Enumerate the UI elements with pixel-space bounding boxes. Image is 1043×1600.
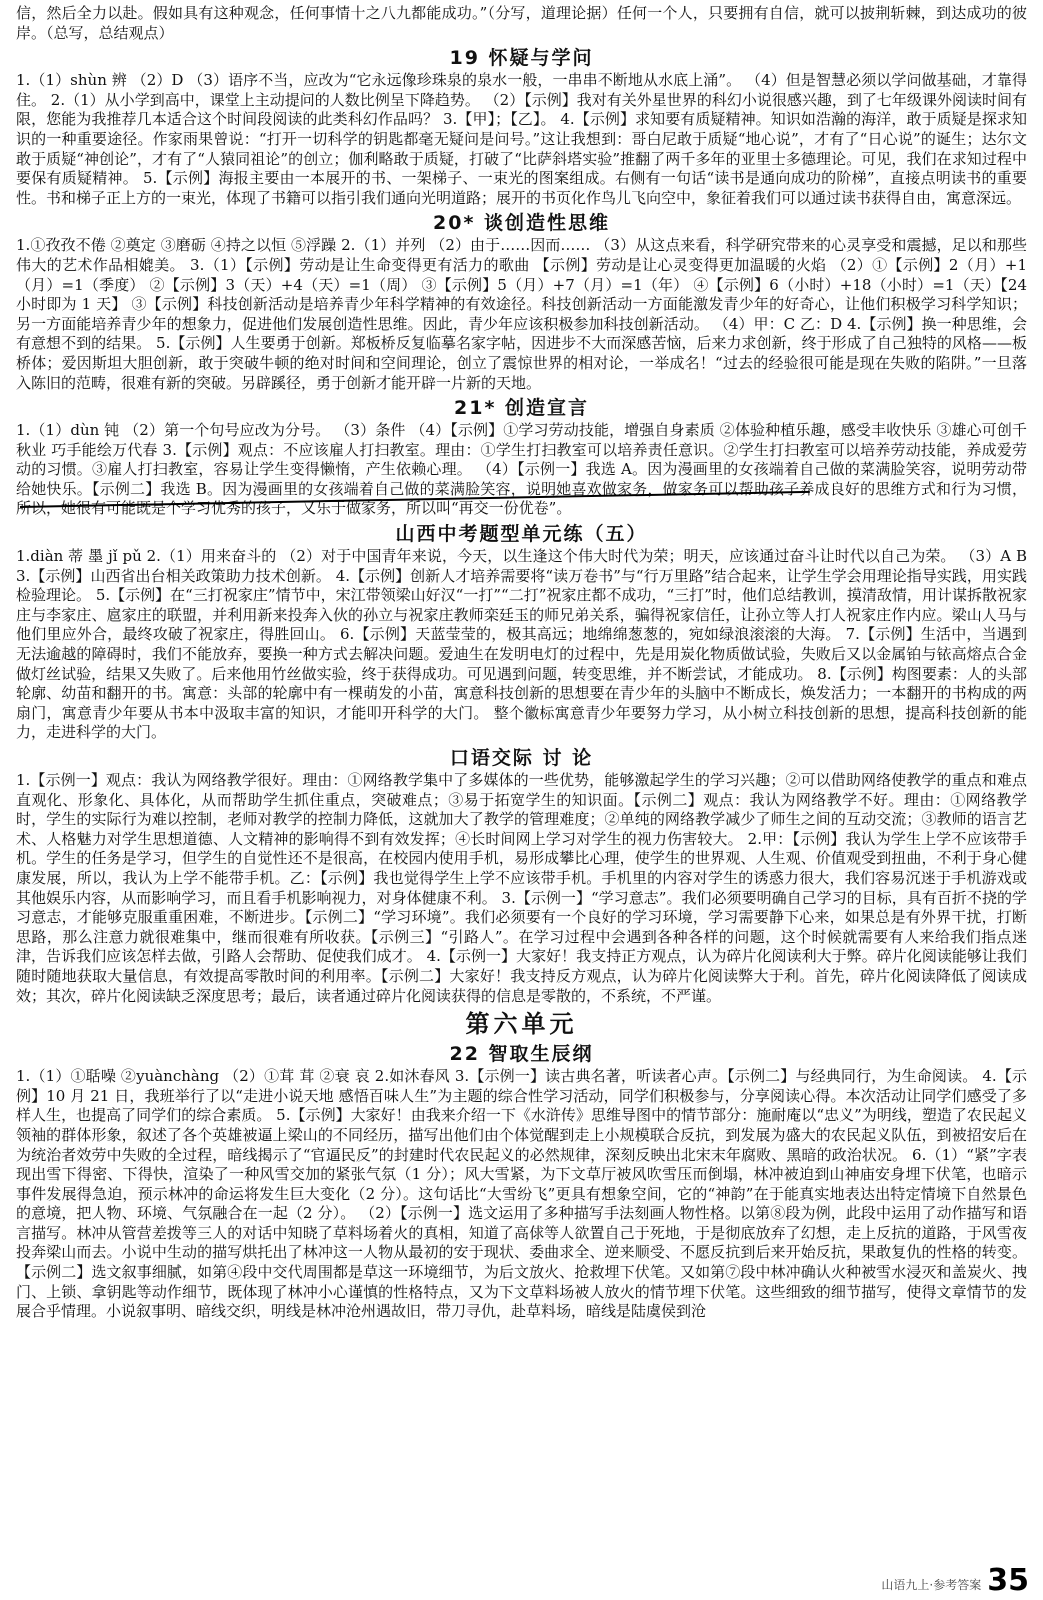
page-footer bbox=[881, 1563, 1029, 1598]
unit-heading: 第六单元 bbox=[465, 1010, 578, 1039]
footer-label: 山语九上·参考答案 bbox=[881, 1578, 982, 1592]
answer-paragraph: 1.（1）dùn 钝 （2）第一个句号应改为分号。 （3）条件 （4）【示例】①学习劳动技能，增强自身素质 ②体验种植乐趣，感受丰收快乐 ③雄心可创千秋业 巧手能绘万代春 3.【示例】观点：不应该雇人打扫教室。理由：①学生打扫教室可以培养责任意识。②学生打扫教室可以培养劳动技能，养成爱劳动的习惯。③雇人打扫教室，容易让学生变得懒惰，产生依赖心理。 （4）【示例一】我选 A。因为漫画里的女孩端着自己做的菜满脸笑容，说明劳动带给她快乐。【示例二】我选 B。因为漫画里的女孩端着自己做的菜满脸笑容，说明她喜欢做家务，做家务可以帮助孩子养成良好的思维方式和行为习惯，所以，她很有可能既是个学习优秀的孩子，又乐于做家务，所以叫“再交一份优卷”。 bbox=[16, 421, 1027, 518]
section-heading: 20* 谈创造性思维 bbox=[433, 212, 610, 235]
answer-paragraph: 1.【示例一】观点：我认为网络教学很好。理由：①网络教学集中了多媒体的一些优势，能够激起学生的学习兴趣；②可以借助网络使教学的重点和难点直观化、形象化、具体化，从而帮助学生抓住重点，突破难点；③易于拓宽学生的知识面。【示例二】观点：我认为网络教学不好。理由：①网络教学时，学生的实际行为难以控制，老师对教学的控制力降低，这就加大了教学的管理难度；②单纯的网络教学减少了师生之间的互动交流；③教师的语言艺术、人格魅力对学生思想道德、人文精神的影响得不到有效发挥；④长时间网上学习对学生的视力伤害较大。 2.甲：【示例】我认为学生上学不应该带手机。学生的任务是学习，但学生的自觉性还不是很高，在校园内使用手机，易形成攀比心理，使学生的世界观、人生观、价值观受到扭曲，不利于身心健康发展，所以，我认为上学不能带手机。乙：【示例】我也觉得学生上学不应该带手机。手机里的内容对学生的诱惑力很大，我们容易沉迷于手机游戏或其他娱乐内容，从而影响学习，而且看手机影响视力，对身体健康不利。 3.【示例一】“学习意志”。我们必须要明确自己学习的目标，具有百折不挠的学习意志，才能够克服重重困难，不断进步。【示例二】“学习环境”。我们必须要有一个良好的学习环境，学习需要静下心来，如果总是有外界干扰，打断思路，那么注意力就很难集中，继而很难有所收获。【示例三】“引路人”。在学习过程中会遇到各种各样的问题，这个时候就需要有人来给我们指点迷津，告诉我们应该怎样去做，引路人会帮助、促使我们成才。 4.【示例一】大家好！我支持正方观点，认为碎片化阅读利大于弊。碎片化阅读能够让我们随时随地获取大量信息，有效提高零散时间的利用率。【示例二】大家好！我支持反方观点，认为碎片化阅读弊大于利。首先，碎片化阅读降低了阅读成效；其次，碎片化阅读缺乏深度思考；最后，读者通过碎片化阅读获得的信息是零散的，不系统，不严谨。 bbox=[16, 771, 1027, 1005]
answer-paragraph: 1.①孜孜不倦 ②奠定 ③磨砺 ④持之以恒 ⑤浮躁 2.（1）并列 （2）由于……因而…… （3）从这点来看，科学研究带来的心灵享受和震撼，足以和那些伟大的艺术作品相媲美。 3.（1）【示例】劳动是让生命变得更有活力的歌曲 【示例】劳动是让心灵变得更加温暖的火焰 （2）①【示例】2（月）+1（月）=1（季度） ②【示例】3（天）+4（天）=1（周） ③【示例】5（月）+7（月）=1（年） ④【示例】6（小时）+18（小时）=1（天）【24 小时即为 1 天】 ③【示例】科技创新活动是培养青少年科学精神的有效途径。科技创新活动一方面能激发青少年的好奇心，让他们积极学习科学知识；另一方面能培养青少年的想象力，促进他们发展创造性思维。因此，青少年应该积极参加科技创新活动。 （4）甲：C 乙：D 4.【示例】换一种思维，会有意想不到的结果。 5.【示例】人生要勇于创新。郑板桥反复临摹名家字帖，因进步不大而深感苦恼，后来力求创新，终于形成了自己独特的风格——板桥体；爱因斯坦大胆创新，敢于突破牛顿的绝对时间和空间理论，创立了震惊世界的相对论，一举成名！“过去的经验很可能是现在失败的陷阱。”一旦落入陈旧的范畴，很难有新的突破。另辟蹊径，勇于创新才能开辟一片新的天地。 bbox=[16, 236, 1027, 392]
section-heading: 22 智取生辰纲 bbox=[449, 1043, 594, 1066]
section-heading: 口语交际 讨 论 bbox=[449, 747, 594, 769]
answer-paragraph: 信，然后全力以赴。假如具有这种观念，任何事情十之八九都能成功。”（分写，道理论据）任何一个人，只要拥有自信，就可以披荆斩棘，到达成功的彼岸。（总写，总结观点） bbox=[16, 4, 1027, 42]
section-heading: 山西中考题型单元练（五） bbox=[395, 523, 648, 546]
answer-paragraph: 1.（1）shùn 辨 （2）D （3）语序不当，应改为“它永远像珍珠泉的泉水一般，一串串不断地从水底上涌”。 （4）但是智慧必须以学问做基础，才靠得住。 2.（1）从小学到高中，课堂上主动提问的人数比例呈下降趋势。 （2）【示例】我对有关外星世界的科幻小说很感兴趣，到了七年级课外阅读时间有限，您能为我推荐几本适合这个时间段阅读的此类科幻作品吗？ 3.【甲】；【乙】。 4.【示例】求知要有质疑精神。知识如浩瀚的海洋，敢于质疑是探求知识的一种重要途径。作家雨果曾说：“打开一切科学的钥匙都毫无疑问是问号。”这让我想到：哥白尼敢于质疑“地心说”，才有了“日心说”的诞生；达尔文敢于质疑“神创论”，才有了“人猿同祖论”的创立；伽利略敢于质疑，打破了“比萨斜塔实验”推翻了两千多年的亚里士多德理论。可见，我们在求知过程中要保有质疑精神。 5.【示例】海报主要由一本展开的书、一架梯子、一束光的图案组成。右侧有一句话“读书是通向成功的阶梯”，直接点明读书的重要性。书和梯子正上方的一束光，体现了书籍可以指引我们通向光明道路；展开的书页化作鸟儿飞向空中，象征着我们可以通过读书获得自由，寓意深远。 bbox=[16, 71, 1027, 207]
section-heading: 19 怀疑与学问 bbox=[449, 47, 594, 70]
answer-paragraph: 1.diàn 蒂 墨 jǐ pǔ 2.（1）用来奋斗的 （2）对于中国青年来说，今天，以生逢这个伟大时代为荣；明天，应该通过奋斗让时代以自己为荣。 （3）A B 3.【示例】山西省出台相关政策助力技术创新。 4.【示例】创新人才培养需要将“读万卷书”与“行万里路”结合起来，让学生学会用理论指导实践，用实践检验理论。 5.【示例】在“三打祝家庄”情节中，宋江带领梁山好汉“一打”“二打”祝家庄都不成功，“三打”时，他们总结教训，摸清敌情，用计谋拆散祝家庄与李家庄、扈家庄的联盟，并利用新来投奔入伙的孙立与祝家庄教师栾廷玉的师兄弟关系，骗得祝家信任，让孙立等人打人祝家庄作内应。梁山人马与他们里应外合，最终攻破了祝家庄，得胜回山。 6.【示例】天蓝莹莹的，极其高远；地绵绵葱葱的，宛如绿浪滚滚的大海。 7.【示例】生活中，当遇到无法逾越的障碍时，我们不能放弃，要换一种方式去解决问题。爱迪生在发明电灯的过程中，先是用炭化物质做试验，失败后又以金属铂与铱高熔点合金做灯丝试验，结果又失败了。后来他用竹丝做实验，终于获得成功。可见遇到问题，转变思维，并不断尝试，才能成功。 8.【示例】构图要素：人的头部轮廓、幼苗和翻开的书。寓意：头部的轮廓中有一棵萌发的小苗，寓意科技创新的思想要在青少年的头脑中不断成长，焕发活力；一本翻开的书构成的两扇门，寓意青少年要从书本中汲取丰富的知识，才能叩开科学的大门。 整个徽标寓意青少年要努力学习，从小树立科技创新的思想，提高科技创新的能力，走进科学的大门。 bbox=[16, 547, 1027, 742]
answer-paragraph: 1.（1）①聒噪 ②yuànchàng （2）①茸 茸 ②衰 哀 2.如沐春风 3.【示例一】读古典名著，听读者心声。【示例二】与经典同行，为生命阅读。 4.【示例】10 月 21 日，我班举行了以“走进小说天地 感悟百味人生”为主题的综合性学习活动，同学们积极参与，分享阅读心得。本次活动让同学们感受了多样人生，也提高了同学们的综合素质。 5.【示例】大家好！由我来介绍一下《水浒传》思维导图中的情节部分：施耐庵以“忠义”为明线，塑造了农民起义领袖的群体形象，叙述了各个英雄被逼上梁山的不同经历，描写出他们由个体觉醒到走上小规模联合反抗，到发展为盛大的农民起义队伍，到被招安后在为统治者效劳中失败的全过程，暗线揭示了“官逼民反”的封建时代农民起义的必然规律，深刻反映出北宋末年腐败、黑暗的政治状况。 6.（1）“紧”字表现出雪下得密、下得快，渲染了一种风雪交加的紧张气氛（1 分）；风大雪紧，为下文草厅被风吹雪压而倒塌，林冲被迫到山神庙安身埋下伏笔，也暗示事件发展得急迫，预示林冲的命运将发生巨大变化（2 分）。这句话比“大雪纷飞”更具有想象空间，它的“神韵”在于能真实地表达出特定情境下自然景色的意境，把人物、环境、气氛融合在一起（2 分）。 （2）【示例一】选文运用了多种描写手法刻画人物性格。以第⑧段为例，此段中运用了动作描写和语言描写。林冲从管营差拨等三人的对话中知晓了草料场着火的真相，知道了高俅等人欲置自己于死地，于是彻底放弃了幻想，走上反抗的道路，于风雪夜投奔梁山而去。小说中生动的描写烘托出了林冲这一人物从最初的安于现状、委曲求全、逆来顺受、不愿反抗到后来开始反抗，果敢复仇的性格的转变。【示例二】选文叙事细腻，如第④段中交代周围都是草这一环境细节，为后文放火、抢救埋下伏笔。又如第⑦段中林冲确认火种被雪水浸灭和盖炭火、拽门、上锁、拿钥匙等动作细节，既体现了林冲小心谨慎的性格特点，又为下文草料场被人放火的情节埋下伏笔。这些细致的细节描写，使得文章情节的发展合乎情理。小说叙事明、暗线交织，明线是林冲沧州遇故旧，带刀寻仇，赴草料场，暗线是陆虞侯到沧 bbox=[16, 1067, 1027, 1321]
page-number: 35 bbox=[987, 1563, 1029, 1598]
section-heading: 21* 创造宣言 bbox=[454, 397, 589, 420]
